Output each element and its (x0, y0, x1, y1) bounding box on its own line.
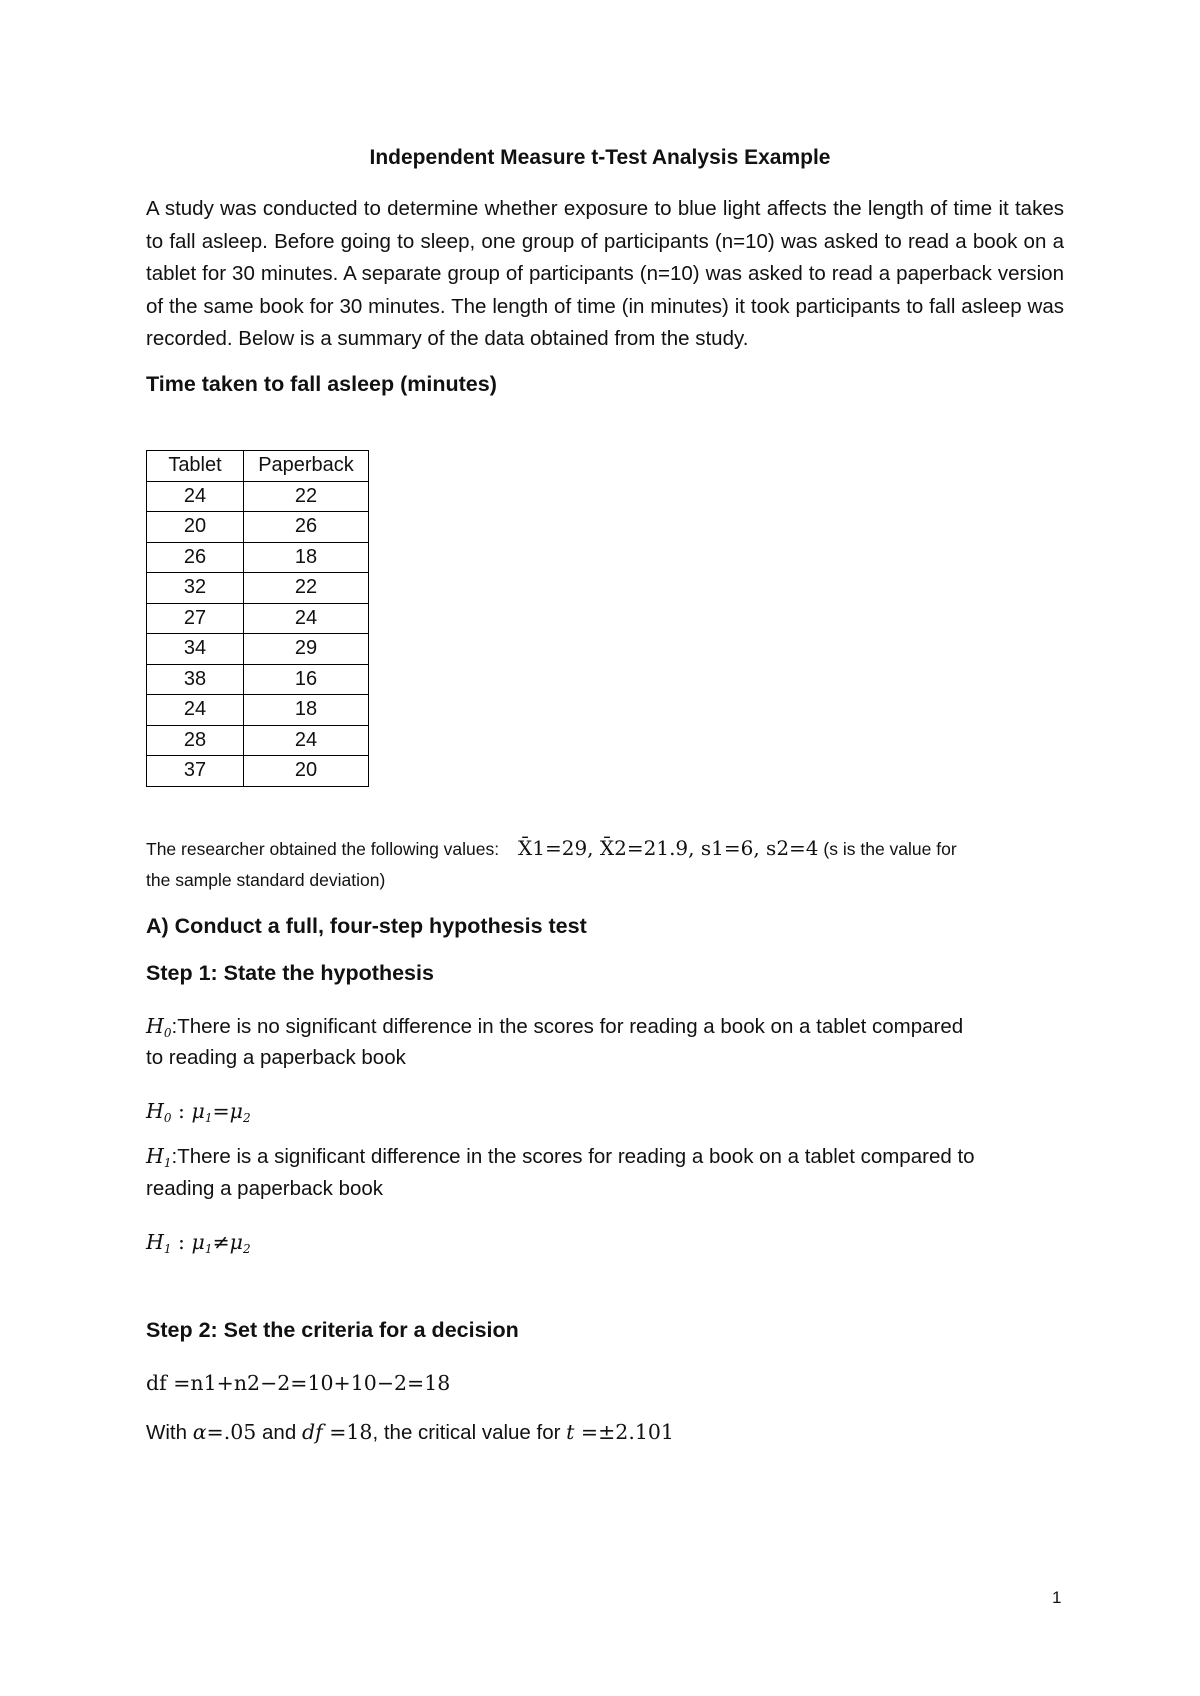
critical-value-line: With α=.05 and df =18, the critical value for t =±2.101 (146, 1420, 674, 1444)
table-cell: 24 (147, 695, 244, 726)
table-row (147, 756, 369, 787)
table-cell: 20 (147, 512, 244, 543)
table-row (147, 695, 369, 726)
h0-statement-cont: to reading a paperback book (146, 1046, 406, 1069)
h1-formula: $H_1$ : $\mu_1\ne\mu_2$ (146, 1230, 251, 1256)
values-note-line: the sample standard deviation) (146, 870, 386, 890)
critical-value: ±2.101 (598, 1420, 674, 1444)
table-cell: 28 (147, 725, 244, 756)
table-cell: 32 (147, 573, 244, 604)
h0-symbol: $H_0$ (146, 1014, 172, 1040)
table-cell: 18 (244, 542, 369, 573)
table-row (147, 603, 369, 634)
table-cell: 38 (147, 664, 244, 695)
table-cell: 34 (147, 634, 244, 665)
values-text: The researcher obtained the following values: (146, 839, 500, 859)
data-table (146, 450, 369, 787)
table-row (147, 481, 369, 512)
table-row (147, 512, 369, 543)
step1-heading: Step 1: State the hypothesis (146, 961, 434, 985)
step2-heading: Step 2: Set the criteria for a decision (146, 1318, 519, 1342)
table-cell: 29 (244, 634, 369, 665)
table-header-tablet: Tablet (147, 451, 244, 482)
values-line (146, 832, 1076, 866)
table-header-row (147, 451, 369, 482)
table-row (147, 634, 369, 665)
h1-statement-cont: reading a paperback book (146, 1177, 384, 1200)
h0-formula: $H_0$ : $\mu_1=\mu_2$ (146, 1099, 251, 1125)
table-cell: 16 (244, 664, 369, 695)
table-cell: 22 (244, 573, 369, 604)
table-heading: Time taken to fall asleep (minutes) (146, 372, 497, 396)
table-row (147, 542, 369, 573)
table-cell: 20 (244, 756, 369, 787)
table-cell: 24 (244, 603, 369, 634)
values-note: (s is the value for (823, 839, 957, 859)
h1-symbol: $H_1$ (146, 1144, 172, 1170)
page-number: 1 (1052, 1588, 1062, 1607)
table-cell: 37 (147, 756, 244, 787)
table-row (147, 573, 369, 604)
table-cell: 18 (244, 695, 369, 726)
table-header-paperback: Paperback (244, 451, 369, 482)
section-a-heading: A) Conduct a full, four-step hypothesis test (146, 914, 587, 938)
h1-text: :There is a significant difference in the scores for reading a book on a tablet compared to (171, 1145, 975, 1168)
table-cell: 26 (147, 542, 244, 573)
table-row (147, 664, 369, 695)
table-row (147, 725, 369, 756)
table-cell: 24 (244, 725, 369, 756)
table-cell: 22 (244, 481, 369, 512)
table-cell: 24 (147, 481, 244, 512)
h0-text: :There is no significant difference in the scores for reading a book on a tablet compared (171, 1015, 964, 1038)
table-cell: 26 (244, 512, 369, 543)
intro-paragraph: A study was conducted to determine whether exposure to blue light affects the length of time it takes to fall asleep. Before going to sleep, one group of participants (n=10) was asked to read a book on a tablet for 30 minutes. A separate group of participants (n=10) was asked to read a paperback version of the same book for 30 minutes. The length of time (in minutes) it took participants to fall asleep was recorded. Below is a summary of the data obtained from the study. (146, 197, 1064, 350)
table-cell: 27 (147, 603, 244, 634)
df-formula: df =n1+n2−2=10+10−2=18 (146, 1371, 451, 1395)
values-math: X̄1=29, X̄2=21.9, s1=6, s2=4 (518, 836, 819, 860)
document-title: Independent Measure t-Test Analysis Example (369, 146, 831, 169)
